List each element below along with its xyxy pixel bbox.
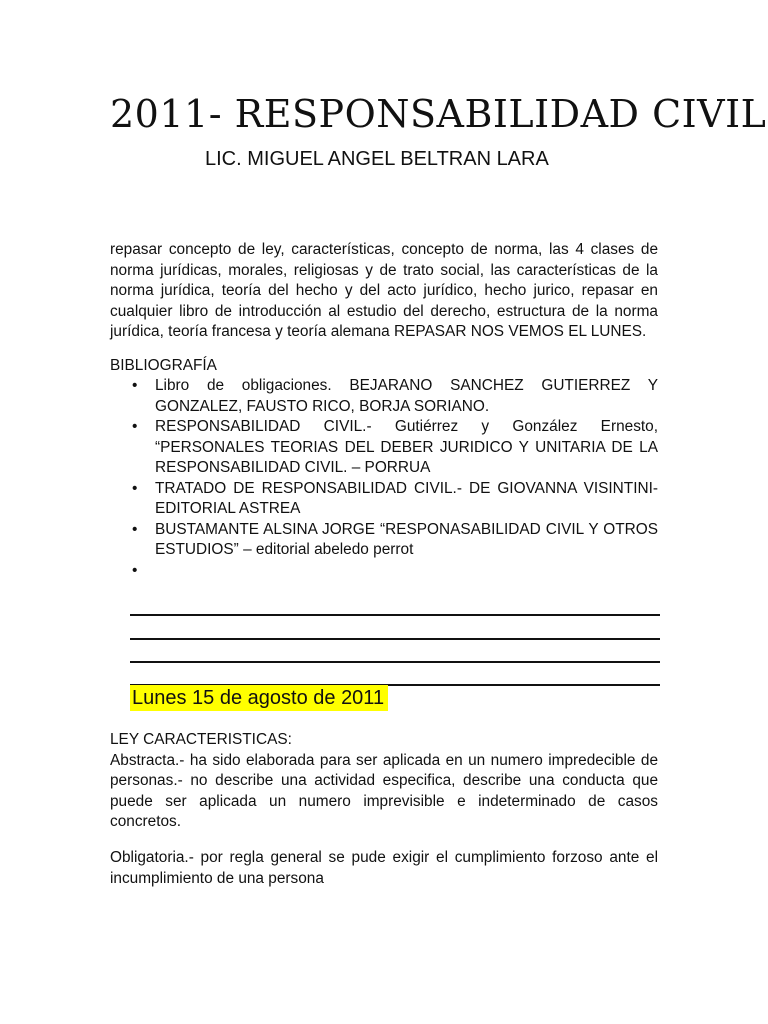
document-author: LIC. MIGUEL ANGEL BELTRAN LARA: [205, 148, 549, 170]
bullet-icon: •: [132, 520, 138, 538]
document-title: 2011- RESPONSABILIDAD CIVIL: [110, 92, 767, 136]
bibliography-item-text: Libro de obligaciones. BEJARANO SANCHEZ GUTIERREZ Y GONZALEZ, FAUSTO RICO, BORJA SORIANO.: [155, 377, 658, 415]
bibliography-item: [110, 417, 658, 479]
bullet-icon: •: [132, 561, 138, 579]
intro-paragraph: repasar concepto de ley, características, concepto de norma, las 4 clases de norma jurídicas, morales, religiosas y de trato social, las características de la norma jurídica, teoría del hecho y del acto jurídico, hecho jurico, repasar en cualquier libro de introducción al estudio del derecho, estructura de la norma jurídica, teoría francesa y teoría alemana REPASAR NOS VEMOS EL LUNES.: [110, 241, 658, 340]
bibliography-item: [110, 376, 658, 417]
bibliography-item: [110, 520, 658, 561]
bibliography-item: [110, 479, 658, 520]
date-heading-highlighted: Lunes 15 de agosto de 2011: [130, 685, 388, 711]
horizontal-rule: [130, 661, 660, 663]
bullet-icon: •: [132, 418, 138, 435]
ley-heading: LEY CARACTERISTICAS:: [110, 731, 292, 748]
bullet-icon: •: [132, 479, 138, 497]
bibliography-item-text: TRATADO DE RESPONSABILIDAD CIVIL.- DE GIOVANNA VISINTINI- EDITORIAL ASTREA: [155, 479, 658, 517]
ley-section: [110, 730, 658, 833]
horizontal-rule: [130, 614, 660, 616]
horizontal-rule: [130, 638, 660, 640]
bibliography-item-text: BUSTAMANTE ALSINA JORGE “RESPONASABILIDAD CIVIL Y OTROS ESTUDIOS” – editorial abeledo perrot: [155, 520, 658, 558]
bullet-icon: •: [132, 377, 138, 394]
bibliography-list: [110, 376, 658, 581]
bibliography-item-empty: [110, 561, 658, 582]
bibliography-heading: BIBLIOGRAFÍA: [110, 357, 217, 374]
abstracta-paragraph: Abstracta.- ha sido elaborada para ser aplicada en un numero impredecible de personas.- no describe una actividad especifica, describe una conducta que puede ser aplicada un numero imprevisible e indeterminado de casos concretos.: [110, 751, 658, 830]
bibliography-item-text: RESPONSABILIDAD CIVIL.- Gutiérrez y González Ernesto, “PERSONALES TEORIAS DEL DEBER JURIDICO Y UNITARIA DE LA RESPONSABILIDAD CIVIL. – PORRUA: [155, 418, 658, 476]
obligatoria-paragraph: Obligatoria.- por regla general se pude exigir el cumplimiento forzoso ante el incumplimiento de una persona: [110, 849, 658, 887]
